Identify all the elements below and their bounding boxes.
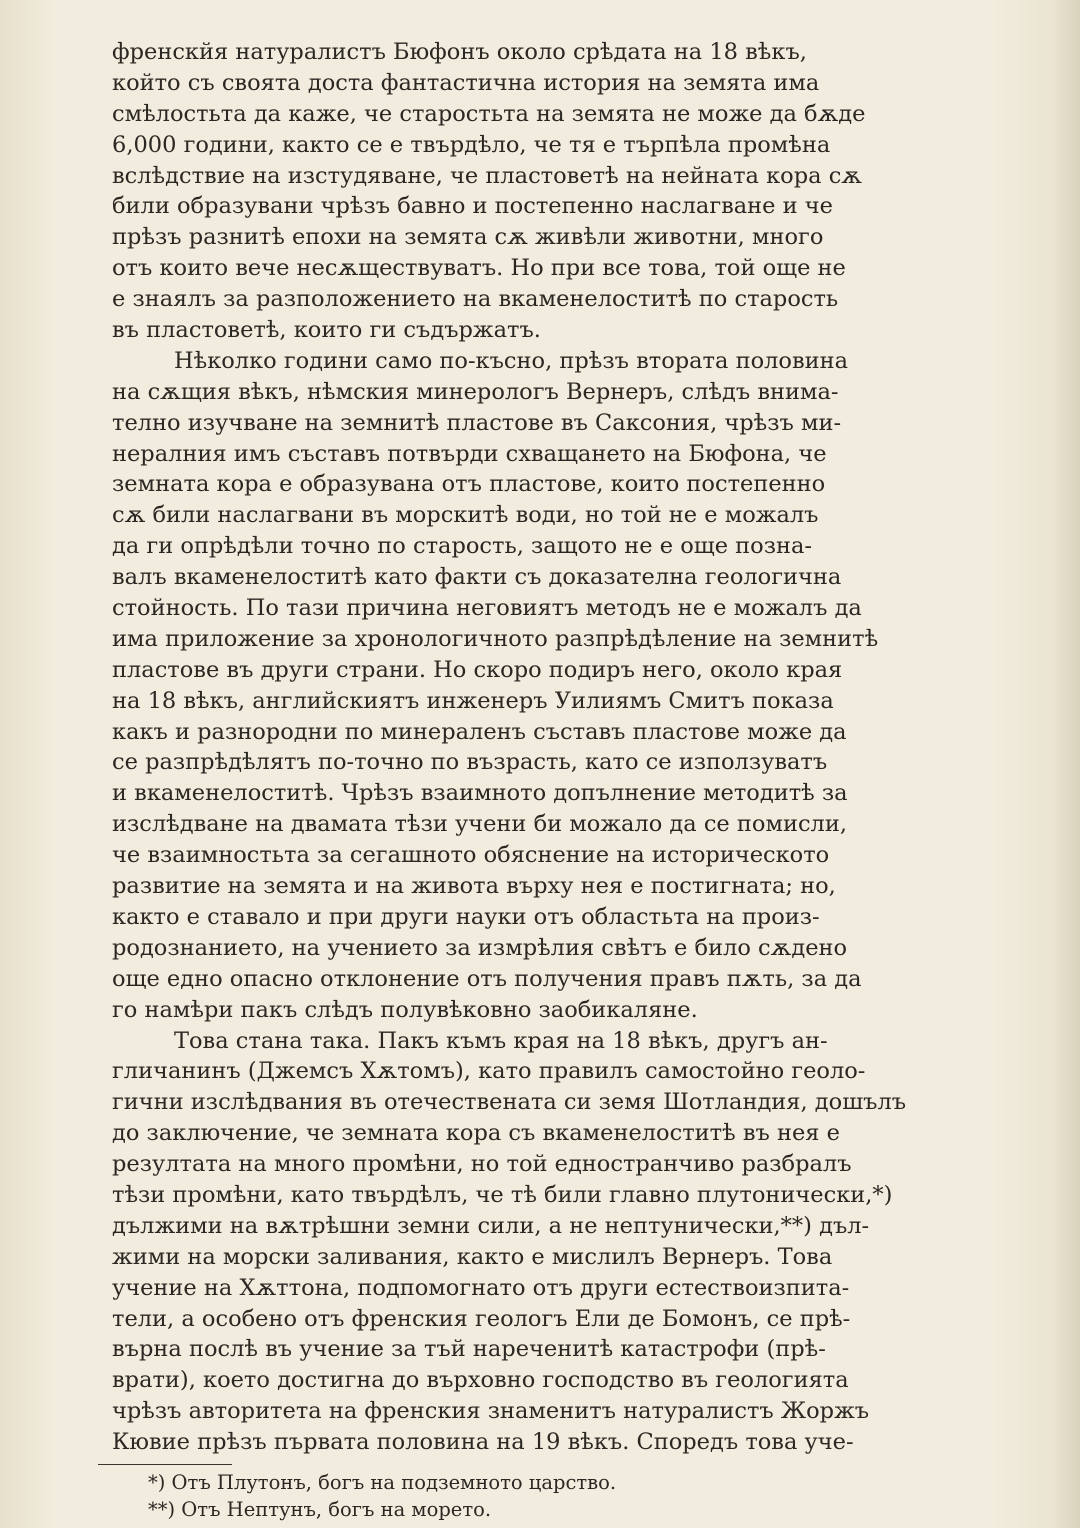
text-line: стойность. По тази причина неговиятъ методъ не е можалъ да bbox=[112, 595, 862, 622]
text-line: учение на Хѫттона, подпомогнато отъ други естествоизпита- bbox=[112, 1274, 850, 1301]
text-line: въ пластоветѣ, които ги съдържатъ. bbox=[112, 317, 541, 344]
text-line: сѫ били наслагвани въ морскитѣ води, но той не е можалъ bbox=[112, 502, 819, 529]
text-line: да ги опрѣдѣли точно по старость, защото не е още позна- bbox=[112, 533, 812, 560]
text-line: телно изучване на земнитѣ пластове въ Саксония, чрѣзъ ми- bbox=[112, 409, 842, 436]
footnote-divider bbox=[98, 1464, 232, 1465]
text-line: родознанието, на учението за измрѣлия свѣтъ е било сѫдено bbox=[112, 934, 848, 961]
text-line: френскйя натуралистъ Бюфонъ около срѣдата на 18 вѣкъ, bbox=[112, 39, 807, 65]
text-line: 6,000 години, както се е твърдѣло, че тя е търпѣла промѣна bbox=[112, 131, 831, 158]
text-line: Нѣколко години само по-късно, прѣзъ втората половина bbox=[174, 347, 849, 374]
text-line: врати), което достигна до върховно господство въ геологията bbox=[112, 1367, 849, 1394]
text-line: нералния имъ съставъ потвърди схващането на Бюфона, че bbox=[112, 440, 827, 467]
text-line: пластове въ други страни. Но скоро подиръ него, около края bbox=[112, 656, 843, 683]
text-line: развитие на земята и на живота върху нея е постигната; но, bbox=[112, 873, 836, 900]
text-line: какъ и разнородни по минераленъ съставъ пластове може да bbox=[112, 718, 847, 745]
page-edge-shadow bbox=[1052, 0, 1080, 1528]
text-line: чрѣзъ авторитета на френския знаменитъ натуралистъ Жоржъ bbox=[112, 1398, 870, 1425]
text-line: изслѣдване на двамата тѣзи учени би можало да се помисли, bbox=[112, 811, 847, 838]
text-line: вслѣдствие на изстудяване, че пластоветѣ на нейната кора сѫ bbox=[112, 162, 862, 189]
text-line: и вкаменелоститѣ. Чрѣзъ взаимното допълнение методитѣ за bbox=[112, 780, 848, 807]
text-line: до заключение, че земната кора съ вкаменелоститѣ въ нея е bbox=[112, 1120, 840, 1147]
text-line: който съ своята доста фантастична история на земята има bbox=[112, 69, 820, 96]
text-line: се разпрѣдѣлятъ по-точно по възрасть, като се използуватъ bbox=[112, 749, 828, 776]
text-line: на 18 вѣкъ, английскиятъ инженеръ Уилиямъ Смитъ показа bbox=[112, 687, 834, 714]
text-line: на сѫщия вѣкъ, нѣмския минерологъ Вернеръ, слѣдъ внима- bbox=[112, 378, 839, 405]
footnotes bbox=[148, 1469, 948, 1523]
text-line: били образувани чрѣзъ бавно и постепенно наслагване и че bbox=[112, 193, 833, 220]
text-line: още едно опасно отклонение отъ получения правъ пѫть, за да bbox=[112, 965, 862, 992]
text-line: дължими на вѫтрѣшни земни сили, а не нептунически,**) дъл- bbox=[112, 1212, 870, 1239]
text-line: върна послѣ въ учение за тъй нареченитѣ катастрофи (прѣ- bbox=[112, 1336, 826, 1363]
text-line: тели, а особено отъ френския геологъ Ели де Бомонъ, се прѣ- bbox=[112, 1305, 851, 1332]
text-line: има приложение за хронологичното разпрѣдѣление на земнитѣ bbox=[112, 625, 879, 652]
text-line: че взаимностьта за сегашното обяснение на историческото bbox=[112, 842, 830, 869]
text-line: прѣзъ разнитѣ епохи на земята сѫ живѣли животни, много bbox=[112, 224, 824, 251]
text-line: отъ които вече несѫществуватъ. Но при все това, той още не bbox=[112, 255, 846, 282]
footnote: **) Отъ Нептунъ, богъ на морето. bbox=[148, 1498, 492, 1521]
paragraph-1 bbox=[112, 37, 988, 346]
text-line: Това стана така. Пакъ къмъ края на 18 вѣкъ, другъ ан- bbox=[174, 1027, 828, 1054]
text-line: както е ставало и при други науки отъ областьта на произ- bbox=[112, 903, 820, 930]
text-line: Кювие прѣзъ първата половина на 19 вѣкъ. Споредъ това уче- bbox=[112, 1429, 854, 1456]
text-line: гличанинъ (Джемсъ Хѫтомъ), като правилъ самостойно геоло- bbox=[112, 1058, 866, 1085]
text-line: валъ вкаменелоститѣ като факти съ доказателна геологична bbox=[112, 564, 842, 591]
text-line: резултата на много промѣни, но той едностранчиво разбралъ bbox=[112, 1151, 852, 1178]
text-line: е знаялъ за разположението на вкаменелоститѣ по старость bbox=[112, 286, 839, 313]
text-line: смѣлостьта да каже, че старостьта на земята не може да бѫде bbox=[112, 100, 866, 127]
text-line: жими на морски заливания, както е мислилъ Вернеръ. Това bbox=[112, 1243, 833, 1270]
text-line: го намѣри пакъ слѣдъ полувѣковно заобикаляне. bbox=[112, 996, 698, 1023]
text-line: тѣзи промѣни, като твърдѣлъ, че тѣ били главно плутонически,*) bbox=[112, 1181, 893, 1208]
text-line: гични изслѣдвания въ отечествената си земя Шотландия, дошълъ bbox=[112, 1089, 907, 1116]
paragraph-2 bbox=[112, 346, 988, 1026]
body-text bbox=[112, 37, 988, 1458]
footnote: *) Отъ Плутонъ, богъ на подземното царство. bbox=[148, 1471, 617, 1494]
paragraph-3 bbox=[112, 1026, 988, 1458]
text-line: земната кора е образувана отъ пластове, които постепенно bbox=[112, 471, 826, 498]
